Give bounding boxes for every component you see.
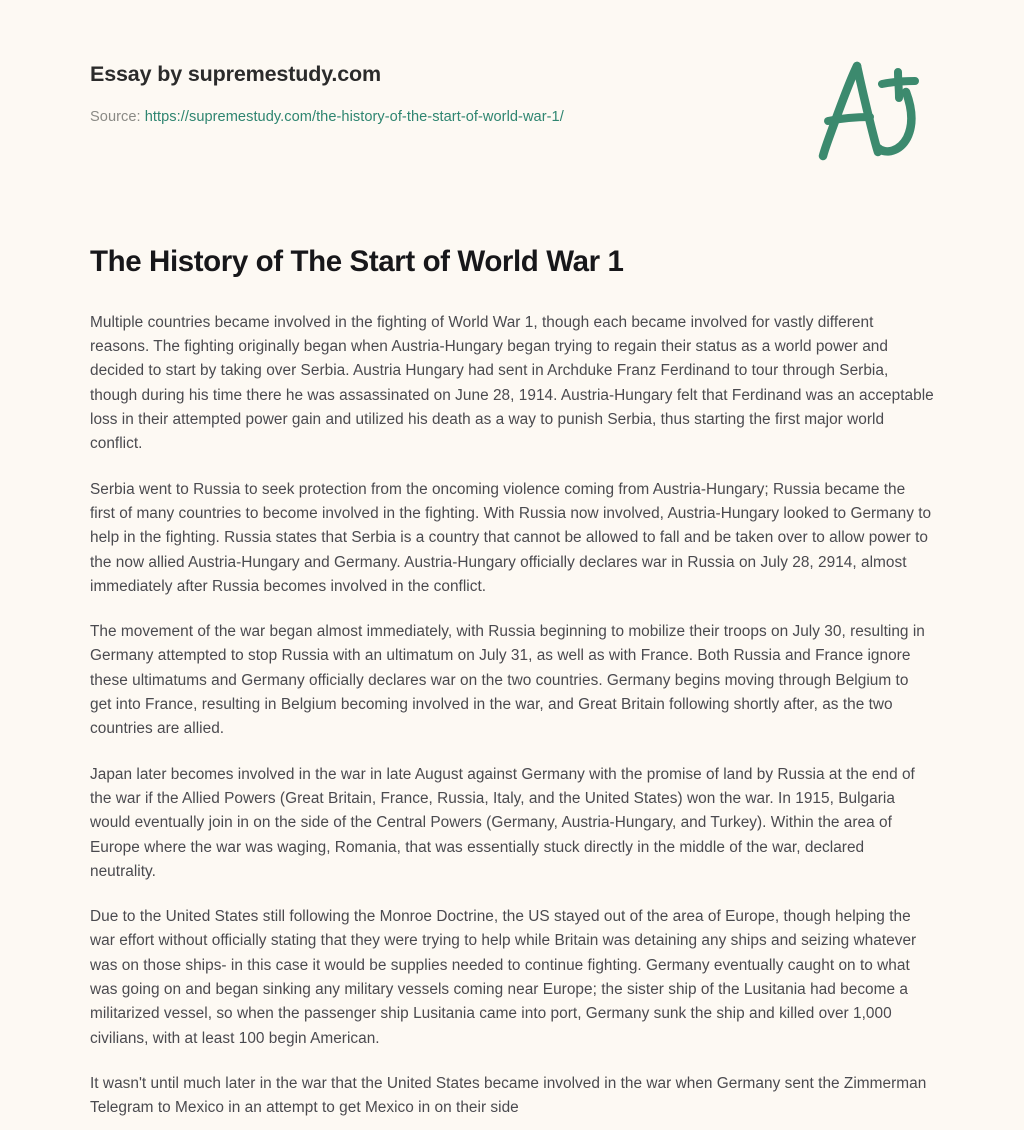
paragraph: Serbia went to Russia to seek protection from the oncoming violence coming from Austria-Hungary; Russia became the first of many countries to become involved in the fighting. With Russia now involved, Austria-Hungary looked to Germany to help in the fighting. Russia states that Serbia is a country that cannot be allowed to fall and be taken over to allow power to the now allied Austria-Hungary and Germany. Austria-Hungary officially declares war in Russia on July 28, 2914, almost immediately after Russia becomes involved in the conflict. [90, 480, 932, 595]
paragraph: Multiple countries became involved in the fighting of World War 1, though each became involved for vastly different reasons. The fighting originally began when Austria-Hungary began trying to regain their status as a world power and decided to start by taking over Serbia. Austria Hungary had sent in Archduke Franz Ferdinand to tour through Serbia, though during his time there he was assassinated on June 28, 1914. Austria-Hungary felt that Ferdinand was an acceptable loss in their attempted power gain and utilized his death as a way to punish Serbia, thus starting the first major world conflict. [90, 313, 934, 453]
source-url-link[interactable]: https://supremestudy.com/the-history-of-the-start-of-world-war-1/ [144, 108, 564, 125]
paragraph: The movement of the war began almost immediately, with Russia beginning to mobilize their troops on July 30, resulting in Germany attempted to stop Russia with an ultimatum on July 31, as well as with France. Both Russia and France ignore these ultimatums and Germany officially declares war on the two countries. Germany begins moving through Belgium to get into France, resulting in Belgium becoming involved in the war, and Great Britain following shortly after, as the two countries are allied. [90, 623, 925, 738]
byline: Essay by supremestudy.com [90, 62, 382, 86]
paragraph: Japan later becomes involved in the war in late August against Germany with the promise of land by Russia at the end of the war if the Allied Powers (Great Britain, France, Russia, Italy, and the United States) won the war. In 1915, Bulgaria would eventually join in on the side of the Central Powers (Germany, Austria-Hungary, and Turkey). Within the area of Europe where the war was waging, Romania, that was essentially stuck directly in the middle of the war, declared neutrality. [90, 765, 915, 880]
article [90, 244, 934, 1120]
page-header [90, 0, 934, 190]
page-title: The History of The Start of World War 1 [90, 245, 624, 278]
article-body [90, 311, 934, 1121]
source-label: Source: [90, 108, 141, 125]
paragraph: Due to the United States still following the Monroe Doctrine, the US stayed out of the area of Europe, though helping the war effort without officially stating that they were trying to help while Britain was detaining any ships and seizing whatever was on those ships- in this case it would be supplies needed to continue fighting. Germany eventually caught on to what was going on and began sinking any military vessels coming near Europe; the sister ship of the Lusitania had become a militarized vessel, so when the passenger ship Lusitania came into port, Germany sunk the ship and killed over 1,000 civilians, with at least 100 begin American. [90, 908, 917, 1047]
paragraph: It wasn't until much later in the war that the United States became involved in the war when Germany sent the Zimmerman Telegram to Mexico in an attempt to get Mexico in on their side [90, 1074, 927, 1117]
source-line [90, 108, 934, 127]
